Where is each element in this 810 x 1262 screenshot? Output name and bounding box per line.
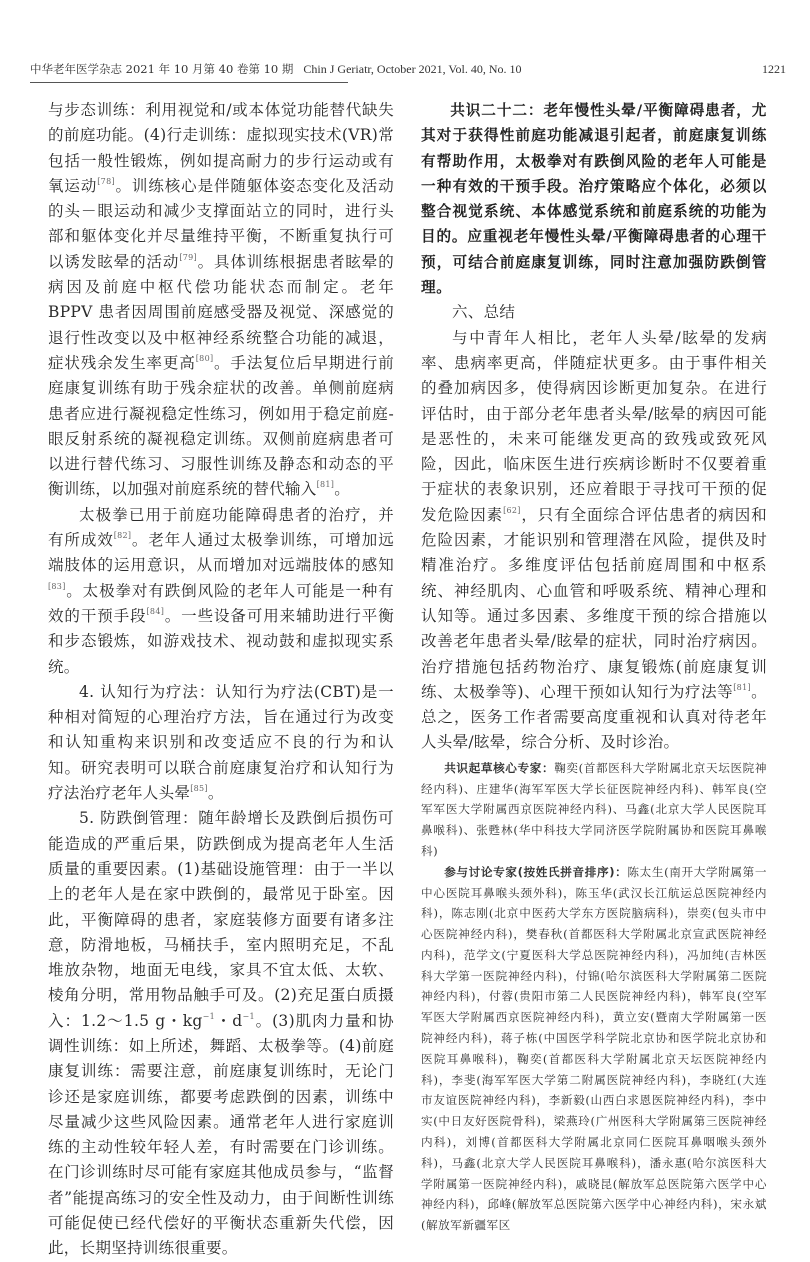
- citation: [84]: [146, 606, 165, 616]
- citation: [80]: [195, 353, 214, 363]
- citation: [62]: [503, 505, 521, 515]
- superscript: −1: [202, 1011, 216, 1021]
- paragraph-fall-prevention: [48, 806, 394, 1261]
- section-heading: 六、总结: [452, 303, 516, 322]
- running-header: [30, 60, 522, 83]
- core-experts: [421, 758, 767, 862]
- text: 4. 认知行为疗法：认知行为疗法(CBT)是一种相对简短的心理治疗方法，旨在通过行为改变和认知重构来识别和改变适应不良的行为和认知。研究表明可以联合前庭康复治疗和认知行为疗法治疗老年人头晕: [48, 682, 394, 803]
- text: 与中青年人相比，老年人头晕/眩晕的发病率、患病率更高，伴随症状更多。由于事件相关的叠加病因多，使得病因诊断更加复杂。在进行评估时，由于部分老年患者头晕/眩晕的病因可能是恶性的，未来可能继发更高的致残或致死风险，因此，临床医生进行疾病诊断时不仅要着重于症状的表象识别，还应着眼于寻找可干预的促发危险因素: [421, 328, 767, 524]
- text: 与步态训练：利用视觉和/或本体觉功能替代缺失的前庭功能。(4)行走训练：虚拟现实技术(VR)常包括一般性锻炼，例如提高耐力的步行运动或有氧运动: [48, 101, 394, 195]
- text: ・d: [215, 1011, 243, 1030]
- text: 。: [334, 480, 351, 499]
- text: 。太极拳对有跌倒风险的老年人可能是一种有效的干预手段: [48, 581, 394, 625]
- core-experts-label: 共识起草核心专家：: [444, 760, 555, 775]
- text: 。总之，医务工作者需要高度重视和认真对待老年人头晕/眩晕，综合分析、及时诊治。: [421, 682, 767, 752]
- paragraph-cbt: [48, 680, 394, 806]
- citation: [78]: [97, 176, 115, 186]
- participating-experts: [421, 862, 767, 1236]
- citation: [83]: [48, 581, 66, 591]
- text: 。老年人通过太极拳训练，可增加远端肢体的运用意识，从而增加对远端肢体的感知: [48, 531, 395, 575]
- page-number: 1221: [762, 62, 786, 76]
- text: 太极拳已用于前庭功能障碍患者的治疗，并有所成效: [48, 505, 394, 550]
- text: 5. 防跌倒管理：随年龄增长及跌倒后损伤可能造成的严重后果，防跌倒成为提高老年人生活质量的重要因素。(1)基础设施管理：由于一半以上的老年人是在家中跌倒的，最常见于卧室。因此，平衡障碍的患者，家庭装修方面要有诸多注意，防滑地板，马桶扶手，室内照明充足，不乱堆放杂物，地面无电线，家具不宜太低、太软、棱角分明，常用物品触手可及。(2)充足蛋白质摄入：1.2～1.5 g・kg: [48, 809, 394, 1030]
- text: ，只有全面综合评估患者的病因和危险因素，才能识别和管理潜在风险，提供及时精准治疗。多维度评估包括前庭周围和中枢系统、神经肌肉、心血管和呼吸系统、精神心理和认知等。通过多因素、多维度干预的综合措施以改善老年患者头晕/眩晕的症状，同时治疗病因。治疗措施包括药物治疗、康复锻炼(前庭康复训练、太极拳等)、心理干预如认知行为疗法等: [421, 505, 767, 701]
- paragraph-summary: [421, 326, 767, 756]
- citation: [81]: [316, 480, 335, 490]
- citation: [81]: [733, 682, 751, 692]
- text: 。一些设备可用来辅助进行平衡和步态锻炼，如游戏技术、视动鼓和虚拟现实系统。: [48, 606, 394, 676]
- text: 。: [207, 784, 224, 803]
- citation: [82]: [113, 531, 132, 541]
- paragraph-tai-chi: [48, 503, 394, 680]
- paragraph-vestibular-training: [48, 98, 394, 503]
- citation: [85]: [190, 784, 208, 794]
- participants-label: 参与讨论专家(按姓氏拼音排序)：: [444, 864, 628, 879]
- citation: [79]: [179, 252, 197, 262]
- journal-title-en: Chin J Geriatr, October 2021, Vol. 40, No. 10: [303, 62, 522, 76]
- superscript: −1: [242, 1011, 255, 1021]
- journal-title-cn: 中华老年医学杂志 2021 年 10 月第 40 卷第 10 期: [30, 62, 294, 76]
- text: 。(3)肌肉力量和协调性训练：如上所述，舞蹈、太极拳等。(4)前庭康复训练：需要注意，前庭康复训练时，无论门诊还是家庭训练，都要考虑跌倒的因素，训练中尽量减少这些风险因素。通常老年人进行家庭训练的主动性较年轻人差，有时需要在门诊训练。在门诊训练时尽可能有家庭其他成员参与，“监督者”能提高练习的安全性及动力，由于间断性训练可能促使已经代偿好的平衡状态重新失代偿，因此，长期坚持训练很重要。: [48, 1011, 394, 1258]
- text: 。训练核心是伴随躯体姿态变化及活动的头－眼运动和减少支撑面站立的同时，进行头部和躯体变化并尽量维持平衡，不断重复执行可以诱发眩晕的活动: [48, 176, 394, 271]
- text: 。手法复位后早期进行前庭康复训练有助于残余症状的改善。单侧前庭病患者应进行凝视稳定性练习，例如用于稳定前庭-眼反射系统的凝视稳定训练。双侧前庭病患者可以进行替代练习、习服性训练及静态和动态的平衡训练，以加强对前庭系统的替代输入: [48, 353, 394, 499]
- core-experts-list: 鞠奕(首都医科大学附属北京天坛医院神经内科)、庄建华(海军军医大学长征医院神经内科)、韩军良(空军军医大学附属西京医院神经内科)、马鑫(北京大学人民医院耳鼻喉科)、张甦林(华中科技大学同济医学院附属协和医院耳鼻喉科): [421, 760, 767, 858]
- consensus-statement: 共识二十二：老年慢性头晕/平衡障碍患者，尤其对于获得性前庭功能减退引起者，前庭康复训练有帮助作用，太极拳对有跌倒风险的老年人可能是一种有效的干预手段。治疗策略应个体化，必须以整合视觉系统、本体感觉系统和前庭系统的功能为目的。应重视老年慢性头晕/平衡障碍患者的心理干预，可结合前庭康复训练，同时注意加强防跌倒管理。: [421, 102, 767, 297]
- text: 。具体训练根据患者眩晕的病因及前庭中枢代偿功能状态而制定。老年 BPPV 患者因周围前庭感受器及视觉、深感觉的退行性改变以及中枢神经系统整合功能的减退，症状残余发生率更高: [48, 252, 395, 372]
- right-column: [421, 98, 767, 1236]
- left-column: [48, 98, 394, 1262]
- participants-list: 陈太生(南开大学附属第一中心医院耳鼻喉头颈外科)，陈玉华(武汉长江航运总医院神经内科)，陈志刚(北京中医药大学东方医院脑病科)，崇奕(包头市中心医院神经内科)，樊春秋(首都医科大学附属北京宣武医院神经内科)，范学文(宁夏医科大学总医院神经内科)，冯加纯(吉林医科大学第一医院神经内科)，付锦(哈尔滨医科大学附属第二医院神经内科)，付蓉(贵阳市第二人民医院神经内科)，韩军良(空军军医大学附属西京医院神经内科)，黄立安(暨南大学附属第一医院神经内科)，蒋子栋(中国医学科学院北京协和医学院北京协和医院耳鼻喉科)，鞠奕(首都医科大学附属北京天坛医院神经内科)，李斐(海军军医大学第二附属医院神经内科)，李晓红(大连市友谊医院神经内科)，李新毅(山西白求恩医院神经内科)，李中实(中日友好医院骨科)，梁燕玲(广州医科大学附属第三医院神经内科)，刘博(首都医科大学附属北京同仁医院耳鼻咽喉头颈外科)，马鑫(北京大学人民医院耳鼻喉科)，潘永惠(哈尔滨医科大学附属第一医院神经内科)，戚晓昆(解放军总医院第六医学中心神经内科)，邱峰(解放军总医院第六医学中心神经内科)，宋永斌(解放军新疆军区: [421, 864, 767, 1233]
